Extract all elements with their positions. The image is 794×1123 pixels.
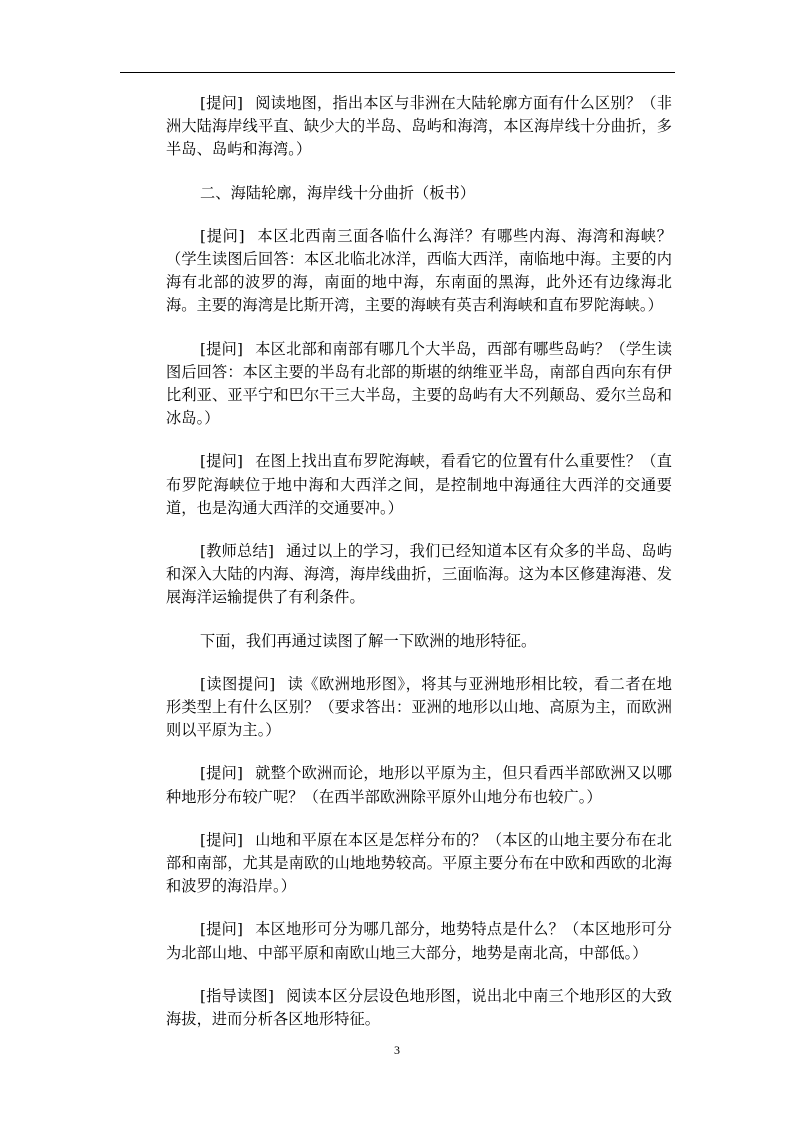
paragraph-tag: [提问] bbox=[200, 226, 245, 245]
paragraph-8 bbox=[166, 673, 672, 743]
page-number: 3 bbox=[394, 1043, 400, 1057]
paragraph-5 bbox=[166, 450, 672, 520]
paragraph-6 bbox=[166, 540, 672, 610]
paragraph-text: 就整个欧洲而论，地形以平原为主，但只看西半部欧洲又以哪种地形分布较广呢？（在西半部欧洲除平原外山地分布也较广。） bbox=[166, 764, 672, 806]
paragraph-tag: [提问] bbox=[200, 920, 244, 939]
paragraph-7 bbox=[166, 630, 672, 653]
paragraph-10 bbox=[166, 829, 672, 899]
paragraph-text: 阅读本区分层设色地形图，说出北中南三个地形区的大致海拔，进而分析各区地形特征。 bbox=[166, 986, 672, 1029]
paragraph-tag: [提问] bbox=[200, 452, 244, 471]
paragraph-text: 通过以上的学习，我们已经知道本区有众多的半岛、岛屿和深入大陆的内海、海湾，海岸线曲折，三面临海。这为本区修建海港、发展海洋运输提供了有利条件。 bbox=[166, 542, 672, 607]
paragraph-4 bbox=[166, 338, 672, 431]
paragraph-tag: [提问] bbox=[200, 764, 244, 783]
paragraph-text: 山地和平原在本区是怎样分布的？（本区的山地主要分布在北部和南部，尤其是南欧的山地地势较高。平原主要分布在中欧和西欧的北海和波罗的海沿岸。） bbox=[166, 830, 672, 896]
paragraph-11 bbox=[166, 918, 672, 964]
paragraph-3 bbox=[166, 225, 672, 318]
paragraph-text: 阅读地图，指出本区与非洲在大陆轮廓方面有什么区别？（非洲大陆海岸线平直、缺少大的半岛、岛屿和海湾，本区海岸线十分曲折，多半岛、岛屿和海湾。） bbox=[166, 94, 672, 159]
paragraph-text: 下面，我们再通过读图了解一下欧洲的地形特征。 bbox=[200, 631, 537, 650]
paragraph-tag: [提问] bbox=[200, 339, 244, 358]
paragraph-tag: [读图提问] bbox=[200, 674, 276, 693]
paragraph-text: 读《欧洲地形图》，将其与亚洲地形相比较，看二者在地形类型上有什么区别？（要求答出：亚洲的地形以山地、高原为主，而欧洲则以平原为主。） bbox=[166, 674, 672, 740]
paragraph-text: 二、海陆轮廓，海岸线十分曲折（板书） bbox=[200, 183, 476, 202]
paragraph-9 bbox=[166, 762, 672, 808]
paragraph-tag: [提问] bbox=[200, 830, 244, 849]
paragraph-text: 在图上找出直布罗陀海峡，看看它的位置有什么重要性？（直布罗陀海峡位于地中海和大西洋之间，是控制地中海通往大西洋的交通要道，也是沟通大西洋的交通要冲。） bbox=[166, 452, 672, 517]
header-rule bbox=[120, 72, 675, 73]
document-body bbox=[166, 92, 672, 1051]
paragraph-12 bbox=[166, 985, 672, 1031]
paragraph-text: 本区地形可分为哪几部分，地势特点是什么？（本区地形可分为北部山地、中部平原和南欧山地三大部分，地势是南北高，中部低。） bbox=[166, 920, 672, 962]
paragraph-tag: [教师总结] bbox=[200, 542, 274, 561]
paragraph-text: 本区北部和南部有哪几个大半岛，西部有哪些岛屿？（学生读图后回答：本区主要的半岛有北部的斯堪的纳维亚半岛，南部自西向东有伊比利亚、亚平宁和巴尔干三大半岛，主要的岛屿有大不列颠岛、爱尔兰岛和冰岛。） bbox=[166, 339, 672, 428]
paragraph-2-heading bbox=[166, 182, 672, 205]
paragraph-tag: [指导读图] bbox=[200, 986, 274, 1005]
paragraph-1 bbox=[166, 92, 672, 162]
paragraph-tag: [提问] bbox=[200, 94, 244, 112]
paragraph-text: 本区北西南三面各临什么海洋？有哪些内海、海湾和海峡？（学生读图后回答：本区北临北冰洋，西临大西洋，南临地中海。主要的内海有北部的波罗的海，南面的地中海，东南面的黑海，此外还有边缘海北海。主要的海湾是比斯开湾，主要的海峡有英吉利海峡和直布罗陀海峡。） bbox=[166, 226, 672, 315]
